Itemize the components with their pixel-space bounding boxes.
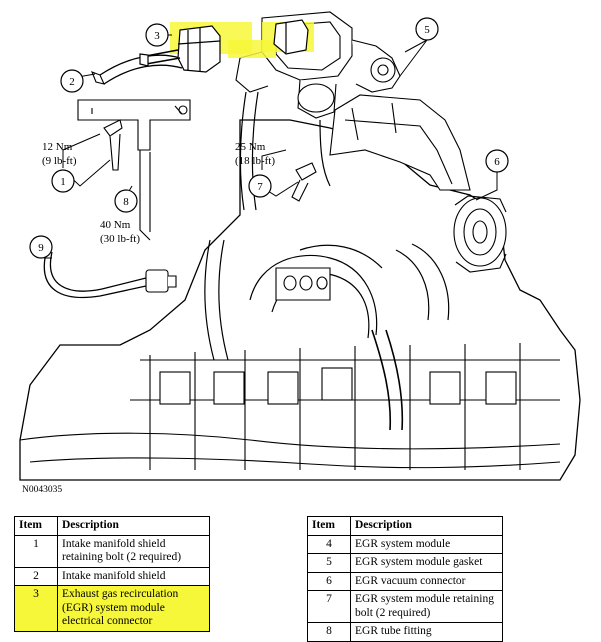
header-item: Item bbox=[15, 517, 58, 536]
row-item-number: 7 bbox=[308, 591, 351, 623]
row-description: EGR system module retaining bolt (2 required) bbox=[351, 591, 503, 623]
torque-2-line1: 25 Nm bbox=[235, 141, 266, 153]
row-item-number: 3 bbox=[15, 586, 58, 632]
torque-3-line1: 40 Nm bbox=[100, 219, 131, 231]
callout-label-1: 1 bbox=[60, 176, 66, 188]
row-description: Intake manifold shield bbox=[58, 567, 210, 586]
row-description: Exhaust gas recirculation (EGR) system module electrical connector bbox=[58, 586, 210, 632]
row-item-number: 4 bbox=[308, 535, 351, 554]
row-item-number: 5 bbox=[308, 554, 351, 573]
header-item: Item bbox=[308, 517, 351, 536]
parts-table-right bbox=[307, 516, 503, 642]
table-row bbox=[15, 567, 210, 586]
table-row bbox=[15, 535, 210, 567]
row-description: Intake manifold shield retaining bolt (2 required) bbox=[58, 535, 210, 567]
header-description: Description bbox=[58, 517, 210, 536]
callout-label-9: 9 bbox=[38, 242, 44, 254]
table-row bbox=[308, 535, 503, 554]
row-description: EGR system module bbox=[351, 535, 503, 554]
row-item-number: 6 bbox=[308, 572, 351, 591]
table-header-row bbox=[15, 517, 210, 536]
callout-label-8: 8 bbox=[123, 196, 129, 208]
torque-1-line1: 12 Nm bbox=[42, 141, 73, 153]
torque-1-line2: (9 lb-ft) bbox=[42, 155, 77, 167]
callout-label-6: 6 bbox=[494, 156, 500, 168]
engine-linework bbox=[20, 12, 580, 480]
table-row bbox=[308, 554, 503, 573]
parts-table-left bbox=[14, 516, 210, 632]
callout-label-5: 5 bbox=[424, 24, 430, 36]
table-row bbox=[308, 572, 503, 591]
torque-2-line2: (18 lb-ft) bbox=[235, 155, 276, 167]
table-row-highlighted bbox=[15, 586, 210, 632]
callout-label-3: 3 bbox=[154, 30, 160, 42]
table-row bbox=[308, 623, 503, 642]
row-item-number: 1 bbox=[15, 535, 58, 567]
table-header-row bbox=[308, 517, 503, 536]
row-item-number: 2 bbox=[15, 567, 58, 586]
row-item-number: 8 bbox=[308, 623, 351, 642]
torque-3-line2: (30 lb-ft) bbox=[100, 233, 141, 245]
figure-id-label: N0043035 bbox=[22, 485, 63, 495]
table-row bbox=[308, 591, 503, 623]
row-description: EGR vacuum connector bbox=[351, 572, 503, 591]
row-description: EGR system module gasket bbox=[351, 554, 503, 573]
header-description: Description bbox=[351, 517, 503, 536]
callout-label-2: 2 bbox=[69, 76, 75, 88]
callout-label-7: 7 bbox=[257, 181, 263, 193]
row-description: EGR tube fitting bbox=[351, 623, 503, 642]
